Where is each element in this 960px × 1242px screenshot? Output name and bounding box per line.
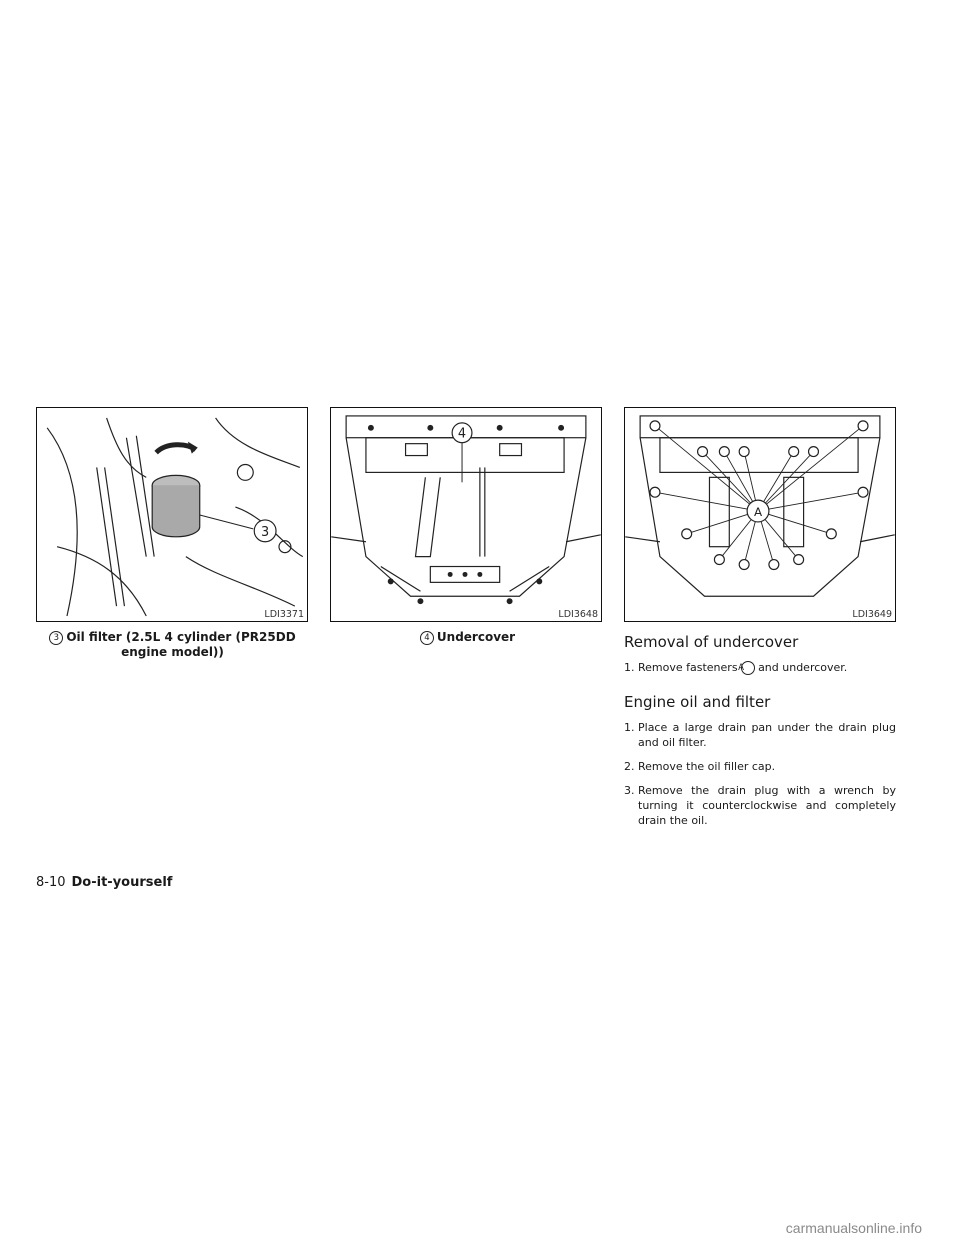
callout-4: 4 bbox=[457, 426, 467, 442]
figure-undercover bbox=[330, 407, 602, 622]
marker-a: A bbox=[741, 661, 755, 675]
page-number: 8-10 bbox=[36, 875, 66, 890]
caption-text: Oil filter (2.5L 4 cylinder (PR25DD engine model)) bbox=[66, 630, 296, 659]
callout-a: A bbox=[753, 504, 763, 519]
figure-fasteners bbox=[624, 407, 896, 622]
figure-oil-filter bbox=[36, 407, 308, 622]
step-drain-pan: 1. Place a large drain pan under the drain plug and oil filter. bbox=[624, 721, 896, 749]
page-footer bbox=[36, 874, 172, 892]
marker-3: 3 bbox=[49, 631, 63, 645]
section-title-removal: Removal of undercover bbox=[624, 633, 799, 651]
figure-code: LDI3649 bbox=[852, 609, 892, 620]
step-remove-fasteners: 1. Remove fasteners A and undercover. bbox=[624, 661, 848, 674]
watermark: carmanualsonline.info bbox=[785, 1220, 922, 1236]
section-title-engine-oil: Engine oil and filter bbox=[624, 693, 771, 711]
step-drain-plug: 3. Remove the drain plug with a wrench by turning it counterclockwise and completely drain the oil. bbox=[624, 784, 896, 827]
instructions-column bbox=[624, 632, 896, 837]
figure-code: LDI3648 bbox=[558, 609, 598, 620]
caption-oil-filter bbox=[40, 630, 305, 660]
caption-text: Undercover bbox=[436, 630, 516, 644]
callout-3: 3 bbox=[261, 524, 270, 540]
section-name: Do-it-yourself bbox=[71, 875, 173, 890]
figure-code: LDI3371 bbox=[264, 609, 304, 620]
step-filler-cap: 2. Remove the oil filler cap. bbox=[624, 760, 776, 773]
marker-4: 4 bbox=[420, 631, 434, 645]
undercover-illustration bbox=[331, 408, 601, 621]
oil-filter-illustration bbox=[37, 408, 307, 621]
fasteners-illustration bbox=[625, 408, 895, 621]
caption-undercover bbox=[370, 630, 565, 645]
